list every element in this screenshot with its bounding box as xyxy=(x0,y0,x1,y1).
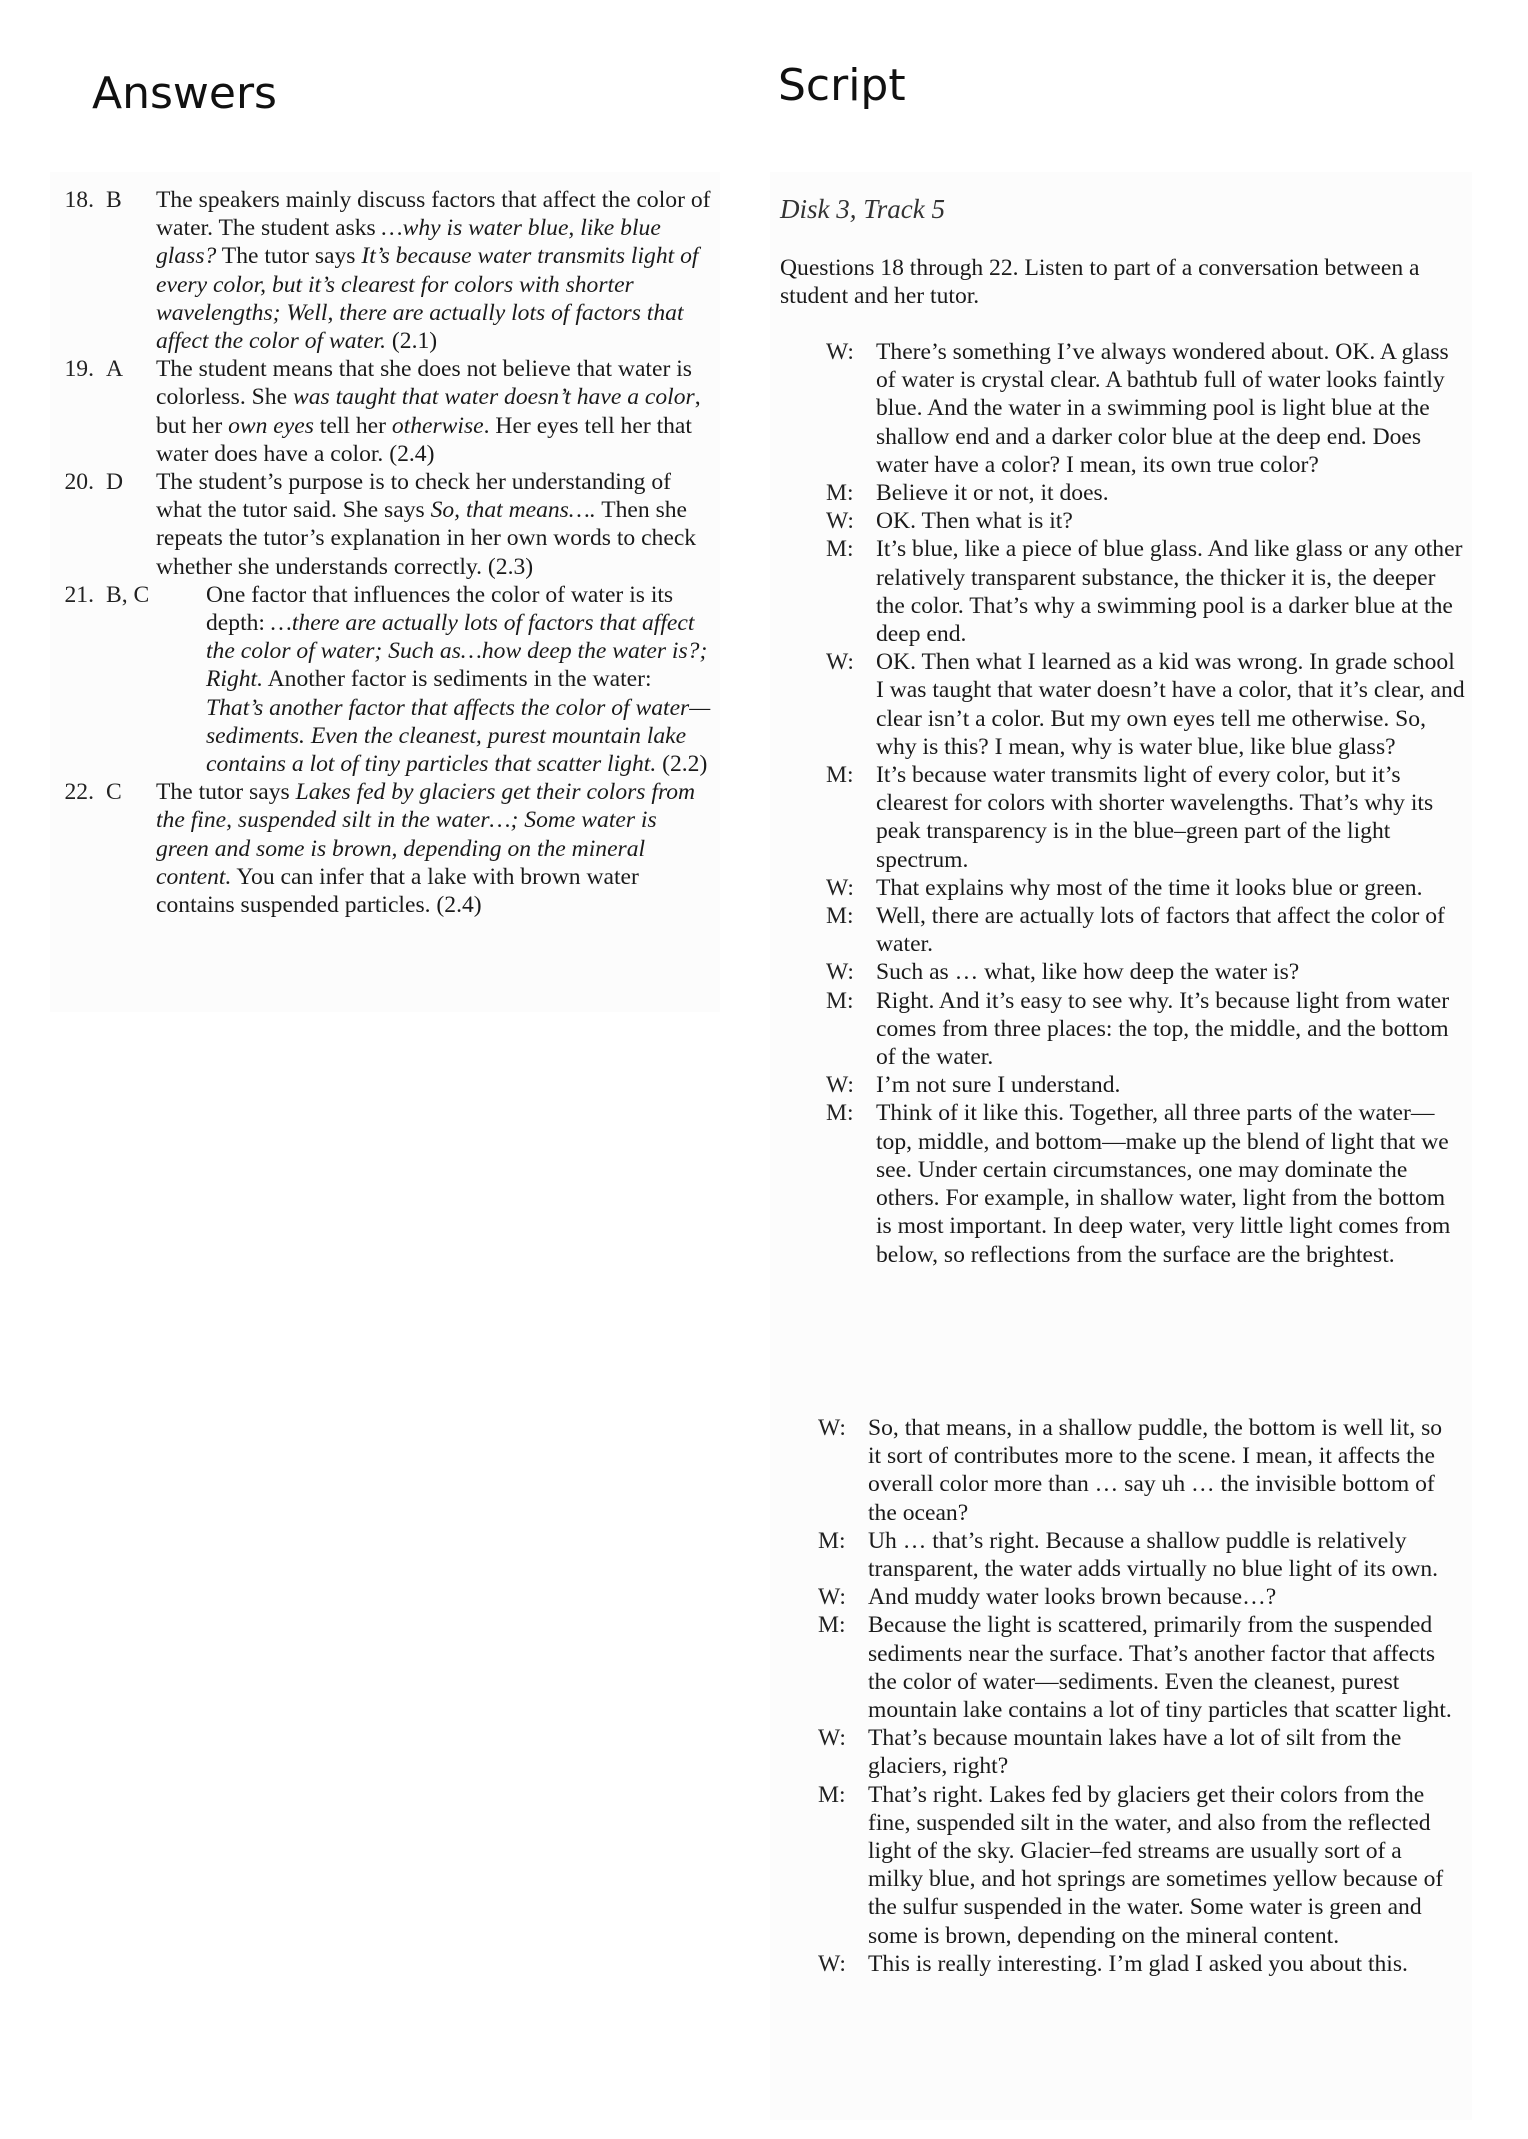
dialogue-part-1 xyxy=(826,338,1466,1269)
answers-panel xyxy=(50,172,720,1012)
answer-explanation xyxy=(206,581,720,778)
answers-heading: Answers xyxy=(92,68,277,119)
dialogue-line xyxy=(826,338,1466,479)
explanation-text: , but her xyxy=(156,384,701,439)
script-heading: Script xyxy=(778,60,906,111)
speaker-label: M: xyxy=(818,1781,846,1808)
explanation-text: The student’s purpose is to check her understanding of what the tutor said. She says xyxy=(156,469,672,524)
speaker-label: M: xyxy=(826,987,854,1014)
speaker-label: M: xyxy=(826,762,854,789)
answer-explanation xyxy=(156,468,720,581)
explanation-text: One factor that influences the color of water is its depth: xyxy=(206,581,674,637)
dialogue-line xyxy=(818,1583,1458,1611)
speaker-label: M: xyxy=(826,480,854,507)
answer-20 xyxy=(50,468,720,581)
utterance-text: This is really interesting. I’m glad I asked you about this. xyxy=(868,1950,1408,1977)
utterance-text: And muddy water looks brown because…? xyxy=(868,1584,1277,1611)
speaker-label: W: xyxy=(818,1584,846,1611)
dialogue-line xyxy=(826,958,1466,986)
speaker-label: W: xyxy=(826,649,854,676)
utterance-text: OK. Then what I learned as a kid was wrong. In grade school I was taught that water doesn’t have a color, that it’s clear, and clear isn’t a color. But my own eyes tell me otherwise. So, why is this? I mean, why is water blue, like blue glass? xyxy=(876,649,1465,760)
answer-18 xyxy=(50,186,720,355)
dialogue-line xyxy=(818,1611,1458,1724)
answer-number: 18. xyxy=(64,187,94,213)
utterance-text: I’m not sure I understand. xyxy=(876,1072,1121,1099)
speaker-label: M: xyxy=(826,536,854,563)
dialogue-line xyxy=(826,479,1466,507)
answer-explanation xyxy=(156,186,720,355)
answer-number: 20. xyxy=(64,469,94,496)
explanation-quote: …why is water blue, like blue glass? xyxy=(156,215,661,270)
utterance-text: It’s because water transmits light of every color, but it’s clearest for colors with shorter wavelengths. That’s why its peak transparency is in the blue–green part of the light spectrum. xyxy=(876,762,1434,873)
answer-number: 21. xyxy=(64,581,94,608)
dialogue-line xyxy=(826,1071,1466,1099)
speaker-label: W: xyxy=(826,508,854,535)
utterance-text: Such as … what, like how deep the water is? xyxy=(876,959,1300,986)
track-label: Disk 3, Track 5 xyxy=(780,194,945,224)
dialogue-line xyxy=(826,761,1466,874)
explanation-text: Another factor is sediments in the water: xyxy=(263,666,652,693)
explanation-text: The speakers mainly discuss factors that affect the color of water. The student asks xyxy=(156,187,711,242)
explanation-text: (2.1) xyxy=(386,328,438,355)
dialogue-line xyxy=(826,902,1466,958)
utterance-text: That’s right. Lakes fed by glaciers get their colors from the fine, suspended silt in the water, and also from the reflected light of the sky. Glacier–fed streams are usually sort of a milky blue, and hot springs are sometimes yellow because of the sulfur suspended in the water. Some water is green and some is brown, depending on the mineral content. xyxy=(868,1781,1444,1949)
dialogue-line xyxy=(826,987,1466,1072)
answer-key: B, C xyxy=(106,581,150,608)
script-intro: Questions 18 through 22. Listen to part of a conversation between a student and her tutor. xyxy=(780,255,1420,310)
speaker-label: M: xyxy=(826,903,854,930)
answer-21 xyxy=(50,581,720,778)
explanation-quote: It’s because water transmits light of every color, but it’s clearest for colors with shorter wavelengths; Well, there are actually lots of factors that affect the color of water. xyxy=(156,243,699,355)
utterance-text: There’s something I’ve always wondered about. OK. A glass of water is crystal clear. A bathtub full of water looks faintly blue. And the water in a swimming pool is light blue at the shallow end and a darker color blue at the deep end. Does water have a color? I mean, its own true color? xyxy=(876,339,1449,478)
speaker-label: W: xyxy=(826,959,854,986)
utterance-text: Think of it like this. Together, all three parts of the water—top, middle, and bottom—make up the blend of light that we see. Under certain circumstances, one may dominate the others. For example, in shallow water, light from the bottom is most important. In deep water, very little light comes from below, so reflections from the surface are the brightest. xyxy=(876,1100,1451,1268)
utterance-text: Uh … that’s right. Because a shallow puddle is relatively transparent, the water adds virtually no blue light of its own. xyxy=(868,1527,1439,1583)
explanation-text: tell her xyxy=(313,412,392,439)
speaker-label: M: xyxy=(818,1527,846,1554)
utterance-text: Because the light is scattered, primarily from the suspended sediments near the surface. That’s another factor that affects the color of water—sediments. Even the cleanest, purest mountain lake contains a lot of tiny particles that scatter light. xyxy=(868,1612,1452,1724)
dialogue-line xyxy=(826,648,1466,761)
dialogue-line xyxy=(826,535,1466,648)
explanation-quote: …there are actually lots of factors that affect the color of water; Such as…how deep the water is?; Right. xyxy=(206,610,708,693)
speaker-label: W: xyxy=(818,1415,846,1441)
utterance-text: That’s because mountain lakes have a lot of silt from the glaciers, right? xyxy=(868,1725,1402,1780)
dialogue-part-2 xyxy=(818,1414,1458,1978)
answer-explanation xyxy=(156,355,720,468)
dialogue-line xyxy=(826,507,1466,535)
dialogue-line xyxy=(818,1724,1458,1780)
answer-number: 19. xyxy=(64,356,94,383)
answer-list xyxy=(50,186,720,919)
explanation-text: The tutor says xyxy=(156,779,296,806)
answer-key: D xyxy=(106,469,124,496)
speaker-label: W: xyxy=(826,874,854,901)
speaker-label: M: xyxy=(818,1612,846,1639)
explanation-text: (2.2) xyxy=(656,751,708,778)
dialogue-line xyxy=(826,1099,1466,1268)
dialogue-line xyxy=(818,1527,1458,1583)
utterance-text: Well, there are actually lots of factors that affect the color of water. xyxy=(876,903,1445,958)
utterance-text: Right. And it’s easy to see why. It’s because light from water comes from three places: the top, the middle, and the bottom of the water. xyxy=(876,987,1450,1071)
utterance-text: It’s blue, like a piece of blue glass. And like glass or any other relatively transparent substance, the thicker it is, the deeper the color. That’s why a swimming pool is a darker blue at the deep end. xyxy=(876,536,1463,648)
utterance-text: That explains why most of the time it looks blue or green. xyxy=(876,874,1423,901)
speaker-label: W: xyxy=(826,1072,854,1099)
dialogue-line xyxy=(818,1414,1458,1527)
answer-19 xyxy=(50,355,720,468)
explanation-text: You can infer that a lake with brown water contains suspended particles. (2.4) xyxy=(156,863,639,919)
explanation-quote: otherwise xyxy=(391,412,484,439)
dialogue-line xyxy=(818,1781,1458,1950)
answer-explanation xyxy=(156,778,720,919)
answer-key: A xyxy=(106,356,124,383)
answer-key: B xyxy=(106,187,122,213)
explanation-text: . Her eyes tell her that water does have a color. (2.4) xyxy=(156,412,692,467)
dialogue-line xyxy=(826,874,1466,902)
speaker-label: W: xyxy=(826,339,854,365)
explanation-quote: own eyes xyxy=(228,412,314,439)
utterance-text: So, that means, in a shallow puddle, the bottom is well lit, so it sort of contributes more to the scene. I mean, it affects the overall color more than … say uh … the invisible bottom of the ocean? xyxy=(868,1415,1443,1526)
explanation-quote: That’s another factor that affects the color of water—sediments. Even the cleanest, purest mountain lake contains a lot of tiny particles that scatter light. xyxy=(206,694,711,778)
explanation-text: The tutor says xyxy=(216,243,362,270)
explanation-text: Then she repeats the tutor’s explanation in her own words to check whether she understands correctly. (2.3) xyxy=(156,497,697,580)
speaker-label: M: xyxy=(826,1100,854,1127)
answer-key: C xyxy=(106,779,122,806)
explanation-text: The student means that she does not believe that water is colorless. She xyxy=(156,356,692,411)
utterance-text: Believe it or not, it does. xyxy=(876,480,1109,507)
answer-number: 22. xyxy=(64,779,94,806)
utterance-text: OK. Then what is it? xyxy=(876,508,1073,535)
speaker-label: W: xyxy=(818,1950,846,1977)
speaker-label: W: xyxy=(818,1725,846,1752)
explanation-quote: Lakes fed by glaciers get their colors from the fine, suspended silt in the water…; Some water is green and some is brown, depending on the mineral content. xyxy=(156,779,696,890)
explanation-quote: was taught that water doesn’t have a color xyxy=(292,384,695,411)
dialogue-line xyxy=(818,1950,1458,1978)
explanation-quote: So, that means…. xyxy=(430,497,596,524)
answer-22 xyxy=(50,778,720,919)
